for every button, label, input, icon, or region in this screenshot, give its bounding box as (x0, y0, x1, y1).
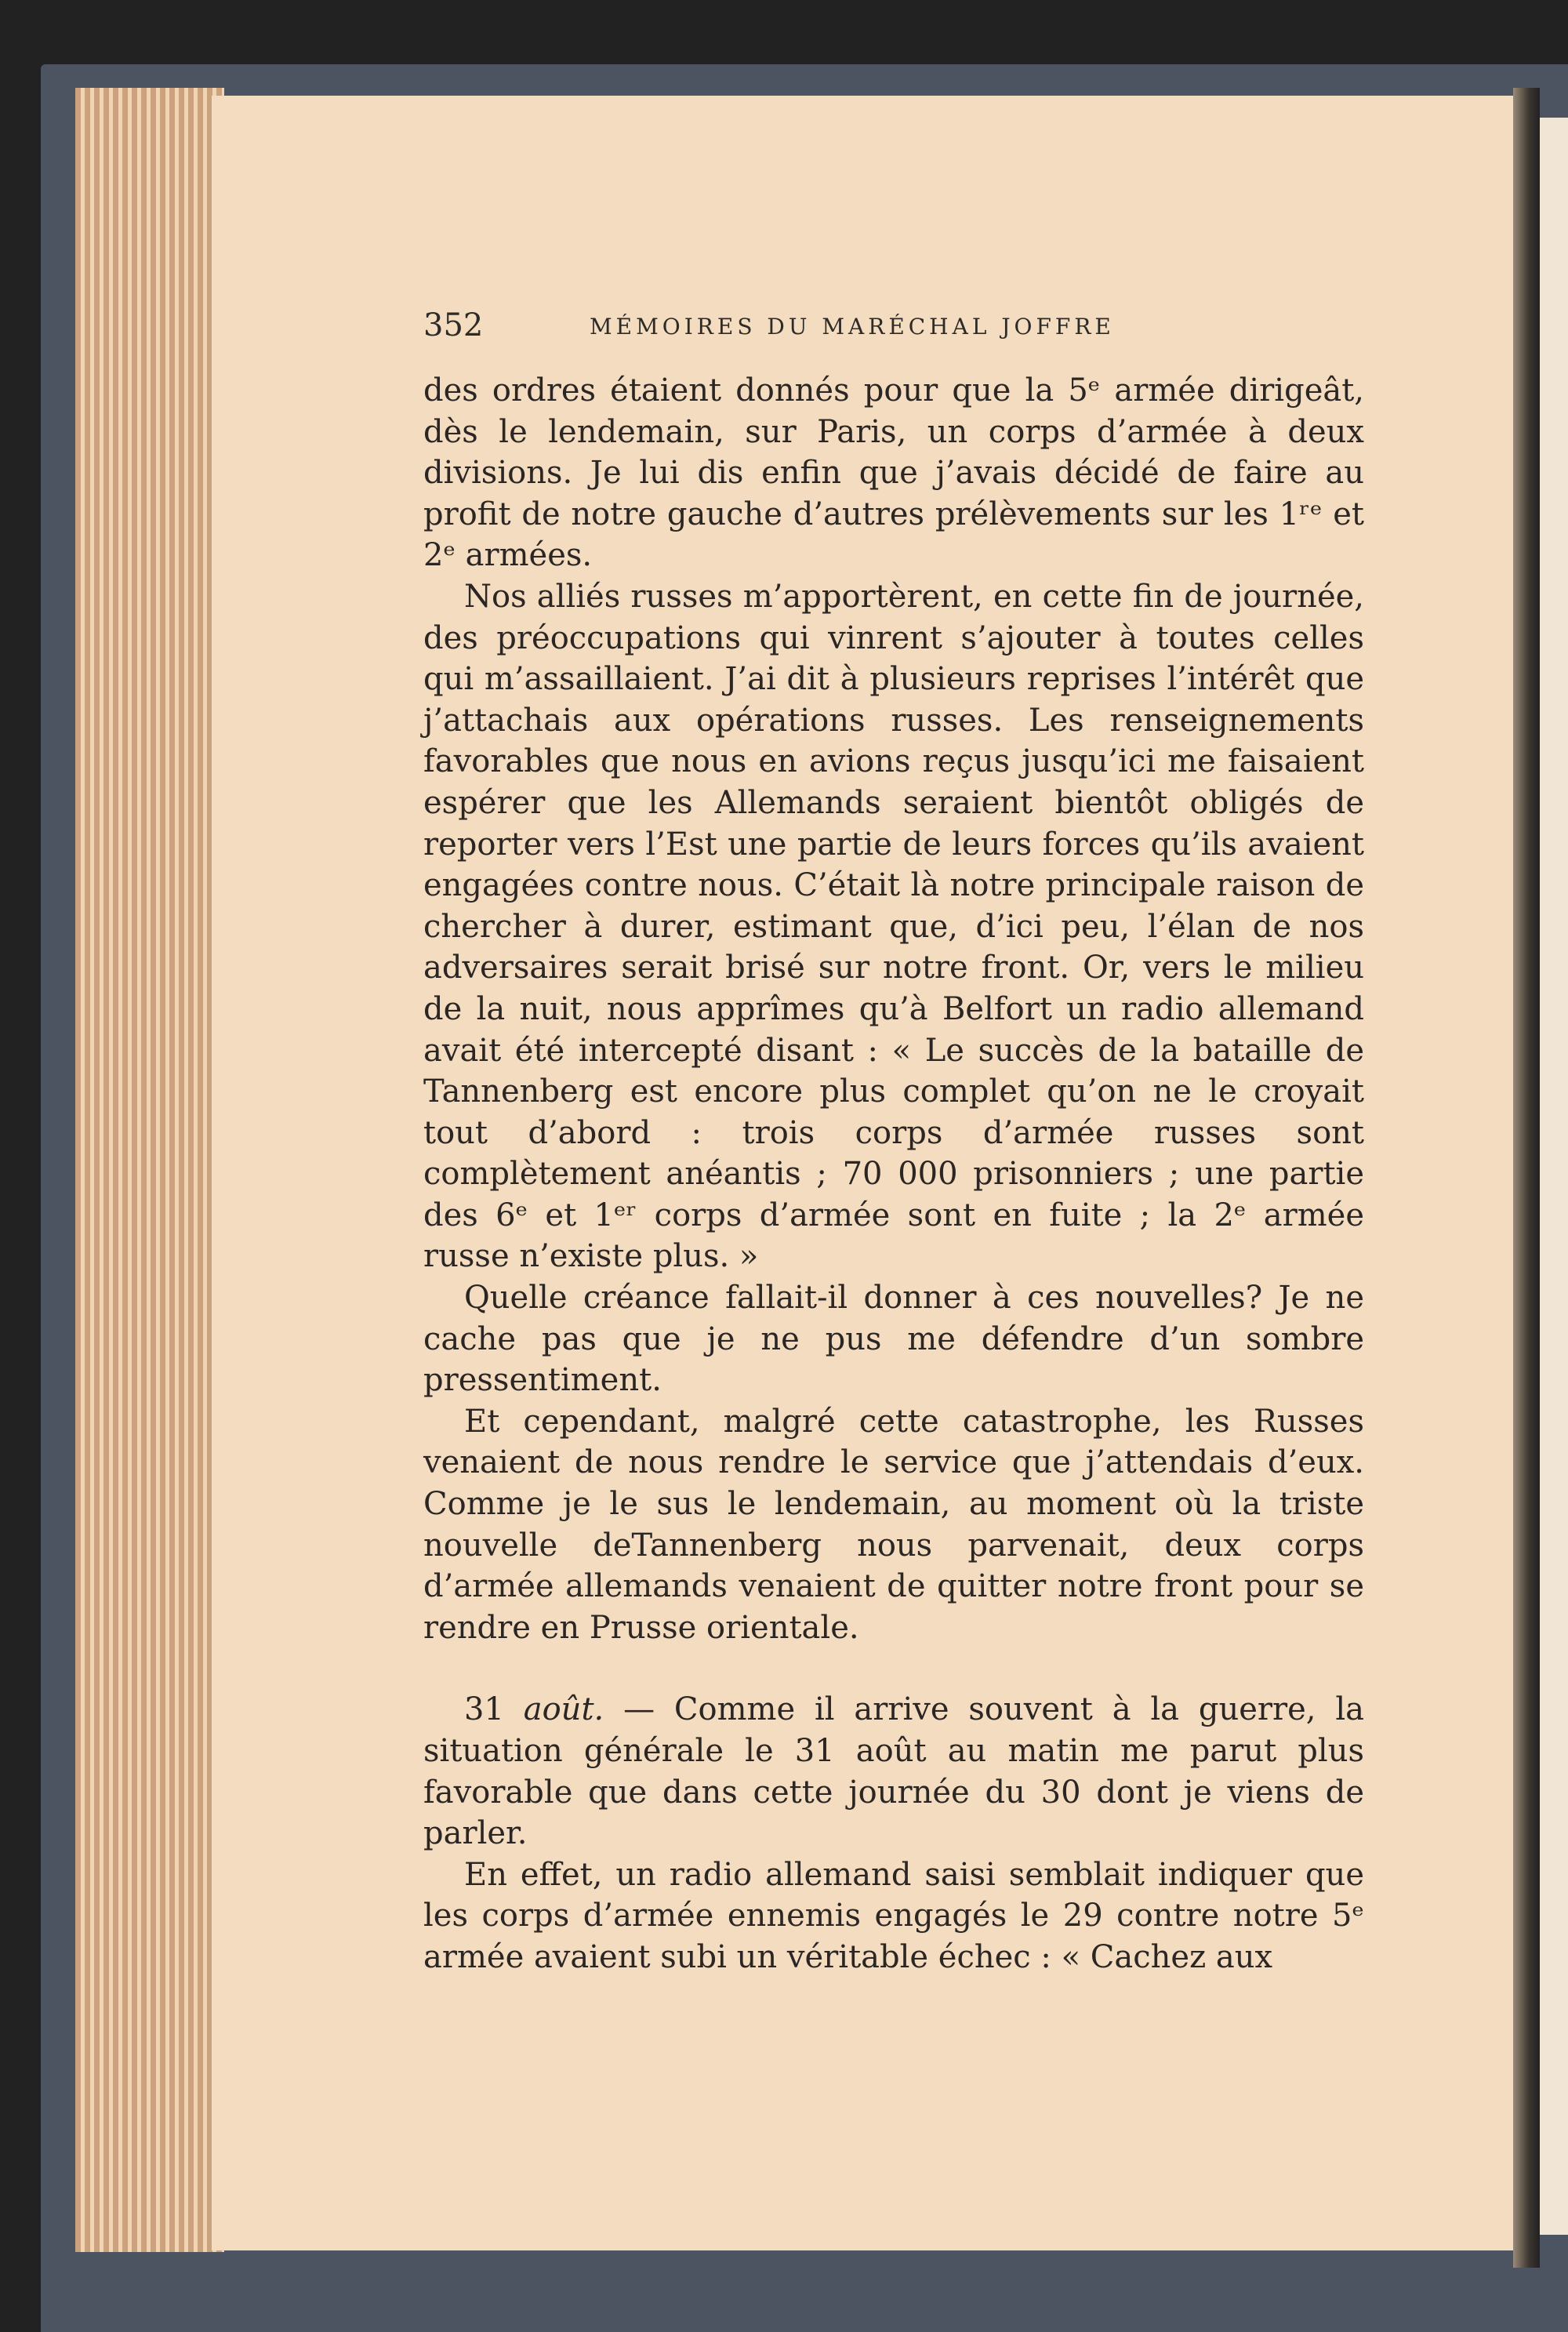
section-gap (423, 1648, 1364, 1689)
paragraph-5 (423, 1689, 1364, 1854)
page-edges (75, 88, 224, 2252)
date-day: 31 (464, 1691, 504, 1728)
book-gutter (1513, 88, 1540, 2268)
paragraph-1: des ordres étaient donnés pour que la 5ᵉ armée dirigeât, dès le lendemain, sur Paris, un corps d’armée à deux divisions. Je lui dis enfin que j’avais décidé de faire au profit de notre gauche d’autres prélèvements sur les 1ʳᵉ et 2ᵉ armées. (423, 372, 1364, 574)
paragraph-5-text: — Comme il arrive souvent à la guerre, la situation générale le 31 août au matin me parut plus favorable que dans cette journée du 30 dont je viens de parler. (423, 1691, 1365, 1852)
paragraph-4: Et cependant, malgré cette catastrophe, les Russes venaient de nous rendre le service que j’attendais d’eux. Comme je le sus le lendemain, au moment où la triste nouvelle deTannenberg nous parvenait, deux corps d’armée allemands venaient de quitter notre front pour se rendre en Prusse orientale. (423, 1403, 1364, 1646)
paragraph-6: En effet, un radio allemand saisi semblait indiquer que les corps d’armée ennemis engagés le 29 contre notre 5ᵉ armée avaient subi un véritable échec : « Cachez aux (423, 1856, 1364, 1975)
body-text (423, 370, 1364, 1978)
facing-page-edge (1540, 118, 1568, 2235)
paragraph-2: Nos alliés russes m’apportèrent, en cette fin de journée, des préoccupations qui vinrent s’ajouter à toutes celles qui m’assaillaient. J’ai dit à plusieurs reprises l’intérêt que j’attachais aux opérations russes. Les renseignements favorables que nous en avions reçus jusqu’ici me faisaient espérer que les Allemands seraient bientôt obligés de reporter vers l’Est une partie de leurs forces qu’ils avaient engagées contre nous. C’était là notre principale raison de chercher à durer, estimant que, d’ici peu, l’élan de nos adversaires serait brisé sur notre front. Or, vers le milieu de la nuit, nous apprîmes qu’à Belfort un radio allemand avait été intercepté disant : « Le succès de la bataille de Tannenberg est encore plus complet qu’on ne le croyait tout d’abord : trois corps d’armée russes sont complètement anéantis ; 70 000 prisonniers ; une partie des 6ᵉ et 1ᵉʳ corps d’armée sont en fuite ; la 2ᵉ armée russe n’existe plus. » (423, 578, 1364, 1275)
paragraph-3: Quelle créance fallait-il donner à ces nouvelles? Je ne cache pas que je ne pus me défendre d’un sombre pressentiment. (423, 1280, 1364, 1399)
running-head (423, 307, 1364, 354)
running-head-title: MÉMOIRES DU MARÉCHAL JOFFRE (590, 314, 1115, 340)
page-number: 352 (423, 307, 484, 343)
date-month: août. (523, 1691, 604, 1728)
